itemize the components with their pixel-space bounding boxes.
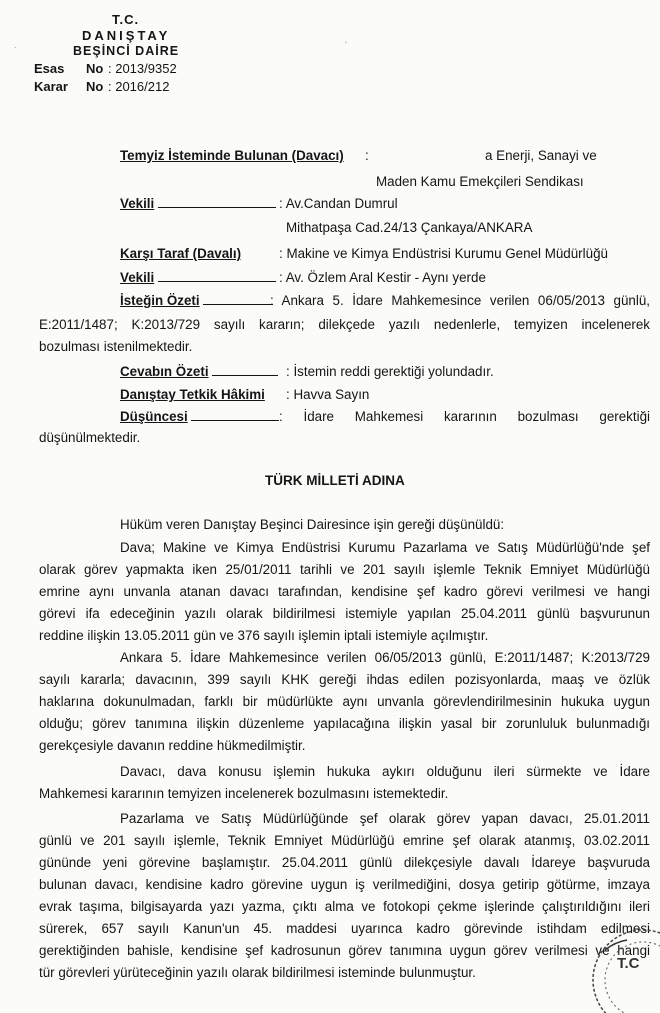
party-plaintiff-attorney-address: Mithatpaşa Cad.24/13 Çankaya/ANKARA — [286, 220, 533, 235]
esas-no-label: No — [86, 61, 104, 76]
p1-line-5: reddine ilişkin 13.05.2011 gün ve 376 sayılı işlemin iptali istemiyle açılmıştır. — [39, 628, 489, 643]
esas-value: : 2013/9352 — [108, 61, 177, 76]
p1-line-2: olarak görev yapmakta iken 25/01/2011 tarihli ve 201 sayılı işlemle Teknik Emniyet Müdürlüğü — [39, 562, 650, 577]
cevap-value: : İstemin reddi gerektiği yolundadır. — [286, 364, 494, 379]
p1-line-4: görevi ifa edeceğinin yazılı olarak bildirilmesi istemiyle yapılan 25.04.2011 günlü başvurunun — [39, 606, 650, 621]
party-plaintiff-label-row — [120, 148, 370, 163]
karar-no-label: No — [86, 79, 104, 94]
istek-underline — [203, 304, 273, 305]
istek-line3: bozulması istenilmektedir. — [39, 339, 193, 354]
party-plaintiff-value: a Enerji, Sanayi ve — [485, 148, 597, 163]
section-title: TÜRK MİLLETİ ADINA — [265, 473, 405, 488]
istek-label-row — [120, 293, 273, 308]
p4-line-7: gerektiğinden bahisle, kendisine şef kadrosunun görev tanımına uygun görev verilmesi ve hangi — [39, 943, 650, 958]
party-plaintiff-attorney-label: Vekili — [120, 196, 155, 211]
party-defendant-attorney-row — [120, 270, 276, 285]
esas-label: Esas — [34, 61, 65, 76]
party-defendant-row — [120, 246, 241, 261]
dusunce-line1: : İdare Mahkemesi kararının bozulması gerektiği — [279, 409, 650, 424]
istek-line2: E:2011/1487; K:2013/729 sayılı kararın; dilekçede yazılı nedenlerle, temyizen incelenerek — [39, 317, 650, 332]
party-plaintiff-value2: Maden Kamu Emekçileri Sendikası — [376, 174, 584, 189]
p4-line-1: Pazarlama ve Satış Müdürlüğünde şef olarak görev yapan davacı, 25.01.2011 — [120, 811, 650, 826]
party-defendant-attorney-underline — [158, 281, 276, 282]
header-court: DANIŞTAY — [82, 28, 171, 43]
p2-line-3: haklarına dokunulmadan, farklı bir müdürlükte aynı unvanla görevlendirilmesinin hukuka uygun — [39, 694, 650, 709]
p4-line-3: gününde yeni görevine başlamıştır. 25.04.2011 günlü dilekçesiyle davalı İdareye başvuruda — [39, 855, 650, 870]
hakim-value: : Havva Sayın — [286, 387, 370, 402]
dusunce-line2: düşünülmektedir. — [39, 430, 141, 445]
header-chamber: BEŞİNCİ DAİRE — [73, 44, 180, 58]
party-plaintiff-label: Temyiz İsteminde Bulunan (Davacı) — [120, 148, 344, 163]
p2-line-2: sayılı kararla; davacının, 399 sayılı KHK gereği ihdas edilen pozisyonlarda, maaş ve özlük — [39, 672, 650, 687]
p3-line-2: Mahkemesi kararının temyizen incelenerek bozulmasını istemektedir. — [39, 786, 449, 801]
party-plaintiff-attorney-underline — [158, 207, 276, 208]
p4-line-4: bulunan davacı, kendisine kadro görevine uygun iş verilmediğini, dosya getirip götürme, imzaya — [39, 877, 650, 892]
header-tc: T.C. — [112, 12, 140, 27]
istek-label: İsteğin Özeti — [120, 293, 200, 308]
dusunce-underline — [191, 420, 279, 421]
cevap-label-row — [120, 364, 278, 379]
p4-line-6: sürerek, 657 sayılı Kanun'un 45. maddesi uyarınca kadro görevinde istihdam edilmesi — [39, 921, 650, 936]
istek-line1: : Ankara 5. İdare Mahkemesince verilen 06/05/2013 günlü, — [270, 293, 650, 308]
p4-line-8: tür görevleri yürüteceğinin yazılı olarak bildirilmesi isteminde bulunmuştur. — [39, 965, 476, 980]
p2-line-5: gerekçesiyle davanın reddine hükmedilmiştir. — [39, 738, 306, 753]
party-defendant-label: Karşı Taraf (Davalı) — [120, 246, 242, 261]
karar-value: : 2016/212 — [108, 79, 170, 94]
p1-line-1: Dava; Makine ve Kimya Endüstrisi Kurumu Pazarlama ve Satış Müdürlüğü'nde şef — [120, 540, 650, 555]
karar-label: Karar — [34, 79, 68, 94]
p1-line-3: emrine aynı unvanla atanan davacı tarafından, kendisine şef kadro görevi verilmesi ve hangi — [39, 584, 650, 599]
esas-row — [34, 61, 177, 76]
party-defendant-attorney-label: Vekili — [120, 270, 155, 285]
p3-line-1: Davacı, dava konusu işlemin hukuka aykırı olduğunu ileri sürmekte ve İdare — [120, 764, 650, 779]
hakim-label: Danıştay Tetkik Hâkimi — [120, 387, 265, 402]
karar-row — [34, 79, 169, 94]
dusunce-label-row — [120, 409, 279, 424]
party-plaintiff-attorney-value: : Av.Candan Dumrul — [279, 196, 398, 211]
party-defendant-attorney-value: : Av. Özlem Aral Kestir - Aynı yerde — [279, 270, 486, 285]
hakim-label-row — [120, 387, 265, 402]
cevap-label: Cevabın Özeti — [120, 364, 209, 379]
p2-line-4: olduğu; görev tanımına ilişkin düzenleme yapılacağına ilişkin yasal bir zorunluluk bulunmadığı — [39, 716, 650, 731]
party-defendant-value: : Makine ve Kimya Endüstrisi Kurumu Genel Müdürlüğü — [279, 246, 608, 261]
party-plaintiff-attorney-row — [120, 196, 276, 211]
dusunce-label: Düşüncesi — [120, 409, 188, 424]
p4-line-2: günlü ve 201 sayılı işlemle, Teknik Emniyet Müdürlüğü emrine şef olarak atanmış, 03.02.2011 — [39, 833, 650, 848]
p4-line-5: evrak taşıma, bilgisayarda yazı yazma, çıktı alma ve fotokopi çekme işlerinde çalıştırıldığını ileri — [39, 899, 650, 914]
cevap-underline — [212, 375, 278, 376]
body-intro: Hüküm veren Danıştay Beşinci Dairesince işin gereği düşünüldü: — [120, 517, 505, 532]
p2-line-1: Ankara 5. İdare Mahkemesince verilen 06/05/2013 günlü, E:2011/1487; K:2013/729 — [120, 650, 650, 665]
stamp-text: T.C — [617, 955, 640, 972]
party-plaintiff-sep: : — [365, 148, 369, 163]
court-seal-stamp — [575, 920, 660, 1013]
